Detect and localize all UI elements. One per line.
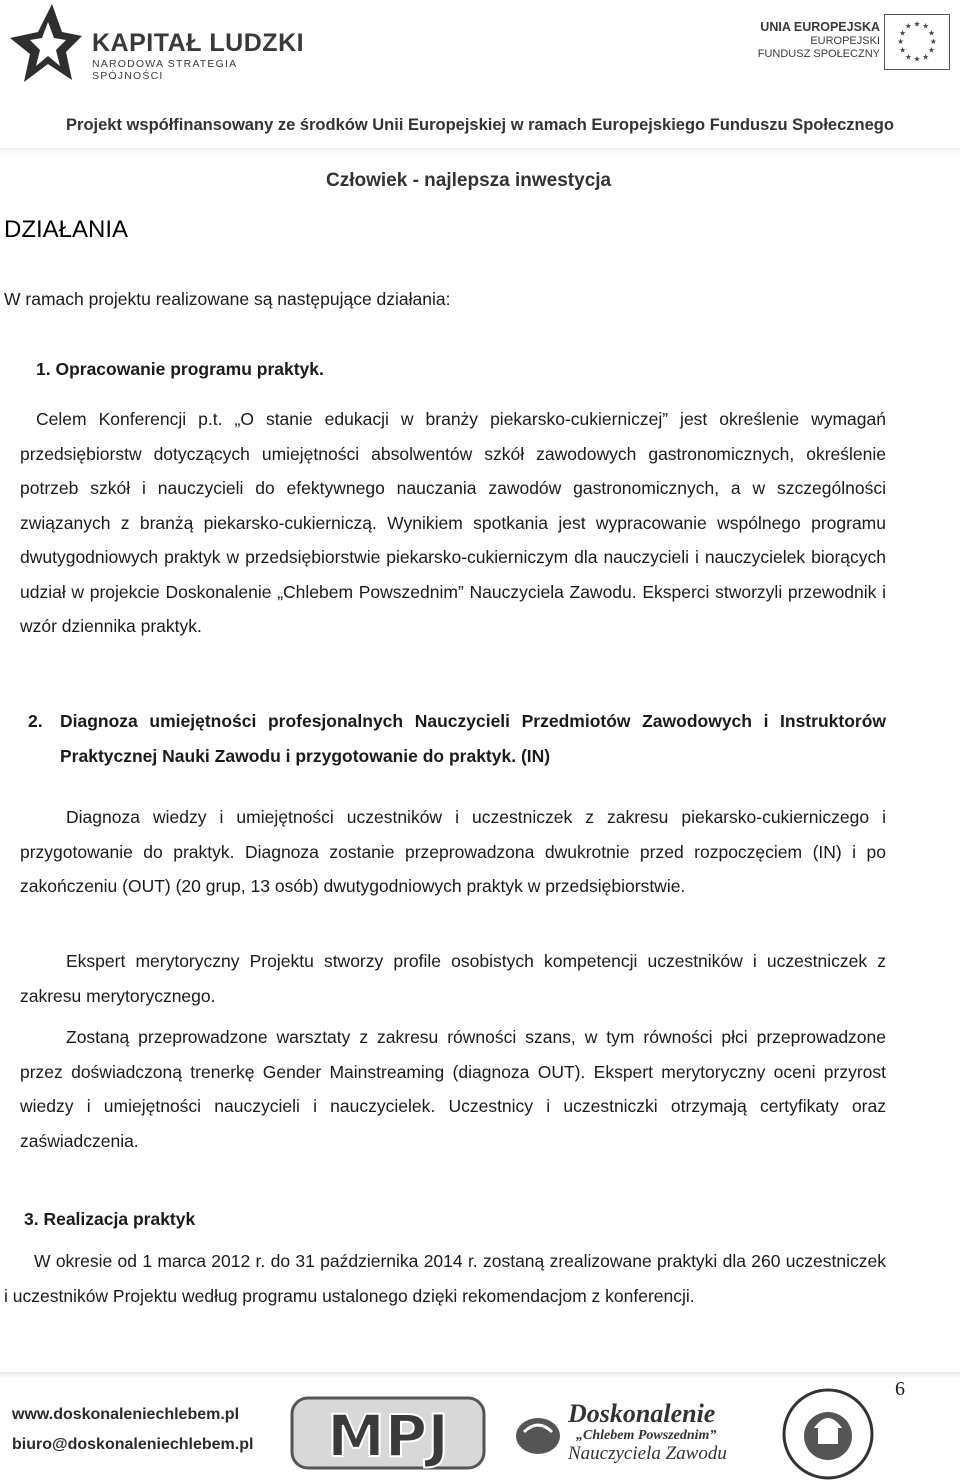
- svg-text:★: ★: [929, 36, 937, 46]
- svg-text:★: ★: [904, 21, 912, 31]
- doskonalenie-line1: Doskonalenie: [568, 1399, 716, 1428]
- item-2-heading: [20, 704, 886, 773]
- eu-line2: EUROPEJSKI: [810, 35, 880, 47]
- svg-text:★: ★: [897, 36, 905, 46]
- item-2-title: Diagnoza umiejętności profesjonalnych Nauczycieli Przedmiotów Zawodowych i Instruktorów Praktycznej Nauki Zawodu i przygotowanie do praktyk. (IN): [60, 711, 886, 766]
- svg-text:★: ★: [913, 54, 921, 64]
- eu-line3: FUNDUSZ SPOŁECZNY: [757, 48, 880, 60]
- svg-text:★: ★: [899, 28, 906, 38]
- doskonalenie-line3: Nauczyciela Zawodu: [568, 1443, 727, 1464]
- svg-text:★: ★: [928, 28, 935, 38]
- svg-text:★: ★: [904, 52, 912, 62]
- svg-text:★: ★: [928, 45, 935, 55]
- item-1-heading: 1. Opracowanie programu praktyk.: [36, 359, 324, 379]
- kapital-ludzki-subtitle: NARODOWA STRATEGIA SPÓJNOŚCI: [92, 58, 237, 82]
- footer-website-link[interactable]: www.doskonaleniechlebem.pl: [12, 1406, 240, 1423]
- project-funding-line: Projekt współfinansowany ze środków Unii Europejskiej w ramach Europejskiego Funduszu Społecznego: [66, 116, 894, 134]
- doskonalenie-logo: [512, 1398, 732, 1470]
- item-2-number: 2.: [28, 711, 43, 731]
- kapital-ludzki-star-icon: [8, 2, 82, 86]
- item-2-paragraph-1: Diagnoza wiedzy i umiejętności uczestników i uczestniczek z zakresu piekarsko-cukierniczego i przygotowanie do praktyk. Diagnoza zostanie przeprowadzona dwukrotnie przed rozpoczęciem (IN) i po zakończeniu (OUT) (20 grup, 13 osób) dwutygodniowych praktyk w przedsiębiorstwie.: [20, 807, 886, 896]
- page-number: 6: [895, 1378, 905, 1400]
- svg-text:★: ★: [922, 21, 930, 31]
- eu-line1: UNIA EUROPEJSKA: [760, 20, 880, 34]
- cooks-association-seal: [778, 1384, 878, 1480]
- header-divider: [0, 148, 960, 154]
- mpj-logo-text: MPJ: [327, 1402, 449, 1470]
- item-1-paragraph: Celem Konferencji p.t. „O stanie edukacji w branży piekarsko-cukierniczej” jest określenie wymagań przedsiębiorstw dotyczących umiejętności absolwentów szkół zawodowych gastronomicznych, określenie potrzeb szkół i nauczycieli do efektywnego nauczania zawodów gastronomicznych, a w szczególności związanych z branżą piekarsko-cukierniczą. Wynikiem spotkania jest wypracowanie wspólnego programu dwutygodniowych praktyk w przedsiębiorstwie piekarsko-cukierniczym dla nauczycieli i nauczycielek biorących udział w projekcie Doskonalenie „Chlebem Powszednim” Nauczyciela Zawodu. Eksperci stworzyli przewodnik i wzór dziennika praktyk.: [20, 409, 886, 636]
- footer-divider: [0, 1372, 960, 1378]
- mpj-logo: [290, 1392, 486, 1472]
- doskonalenie-line2: „Chlebem Powszednim”: [576, 1428, 717, 1443]
- svg-text:★: ★: [899, 45, 906, 55]
- svg-text:★: ★: [922, 52, 930, 62]
- bread-icon: [512, 1404, 564, 1460]
- item-2-paragraph-3: Zostaną przeprowadzone warsztaty z zakresu równości szans, w tym równości płci przeprowadzone przez doświadczoną trenerkę Gender Mainstreaming (diagnoza OUT). Ekspert merytoryczny oceni przyrost wiedzy i umiejętności nauczycieli i nauczycielek. Uczestnicy i uczestniczki otrzymają certyfikaty oraz zaświadczenia.: [20, 1027, 886, 1151]
- kapital-ludzki-logo: [8, 2, 308, 86]
- svg-text:★: ★: [913, 19, 921, 29]
- kapital-ludzki-title: KAPITAŁ LUDZKI: [92, 29, 305, 57]
- slogan: Człowiek - najlepsza inwestycja: [326, 170, 612, 191]
- item-3-heading: 3. Realizacja praktyk: [24, 1209, 196, 1229]
- item-2-paragraph-2: Ekspert merytoryczny Projektu stworzy profile osobistych kompetencji uczestników i uczestniczek z zakresu merytorycznego.: [20, 951, 886, 1006]
- eu-logo: [756, 14, 950, 70]
- item-3-paragraph: W okresie od 1 marca 2012 r. do 31 października 2014 r. zostaną zrealizowane praktyki dla 260 uczestniczek i uczestników Projektu według programu ustalonego dzięki rekomendacjom z konferencji.: [4, 1251, 886, 1306]
- intro-text: W ramach projektu realizowane są następujące działania:: [4, 289, 451, 309]
- eu-flag-icon: [884, 14, 950, 70]
- section-heading: DZIAŁANIA: [4, 216, 129, 243]
- footer-email-link[interactable]: biuro@doskonaleniechlebem.pl: [12, 1436, 254, 1453]
